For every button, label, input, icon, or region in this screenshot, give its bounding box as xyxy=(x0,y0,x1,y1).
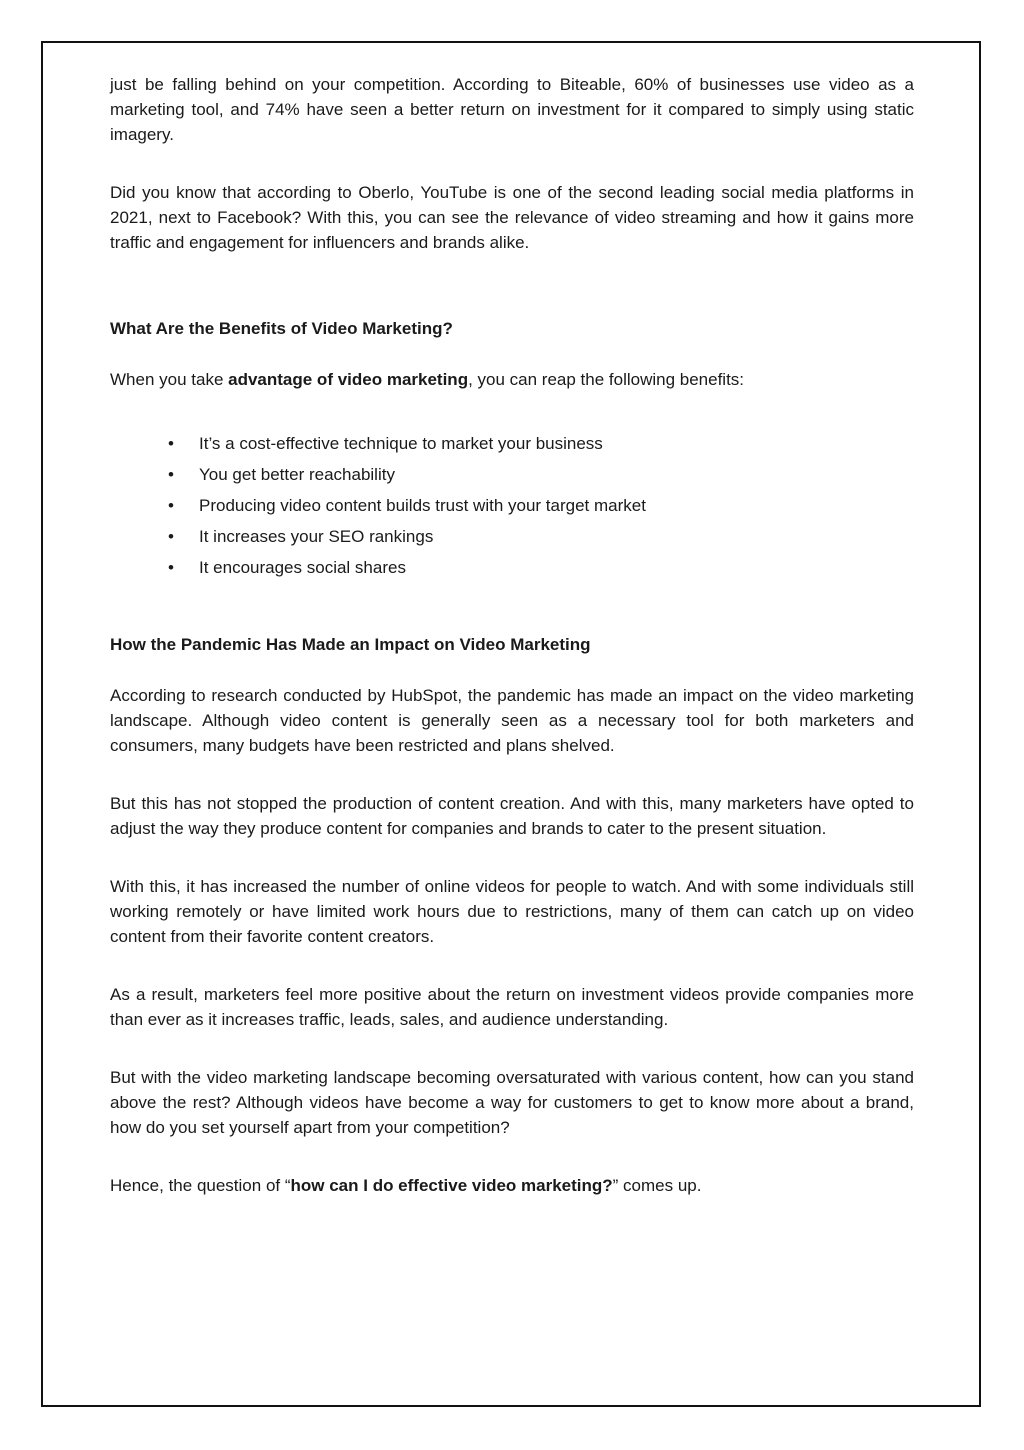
bullet-icon: • xyxy=(168,496,174,515)
benefits-list xyxy=(110,431,914,586)
document-body xyxy=(110,72,914,1198)
benefits-lead-text-start: When you take xyxy=(110,370,229,389)
pandemic-paragraph-2: But this has not stopped the production of content creation. And with this, many marketers have opted to adjust the way they produce content for companies and brands to cater to the present situation. xyxy=(110,794,914,838)
bullet-icon: • xyxy=(168,558,174,577)
benefits-lead-text-end: , you can reap the following benefits: xyxy=(468,370,745,389)
list-item xyxy=(168,431,914,462)
intro-paragraph-1: just be falling behind on your competition. According to Biteable, 60% of businesses use video as a marketing tool, and 74% have seen a better return on investment for it compared to simply using static imagery. xyxy=(110,75,914,144)
list-item-text: You get better reachability xyxy=(199,465,395,484)
list-item xyxy=(168,462,914,493)
list-item xyxy=(168,493,914,524)
intro-paragraph-2: Did you know that according to Oberlo, YouTube is one of the second leading social media platforms in 2021, next to Facebook? With this, you can see the relevance of video streaming and how it gains more traffic and engagement for influencers and brands alike. xyxy=(110,183,914,252)
closing-bold-question: how can I do effective video marketing? xyxy=(290,1176,613,1195)
closing-paragraph xyxy=(110,1173,914,1198)
closing-text-start: Hence, the question of “ xyxy=(110,1176,291,1195)
pandemic-paragraph-1: According to research conducted by HubSpot, the pandemic has made an impact on the video marketing landscape. Although video content is generally seen as a necessary tool for both marketers and consumers, many budgets have been restricted and plans shelved. xyxy=(110,686,914,755)
bullet-icon: • xyxy=(168,465,174,484)
benefits-lead-paragraph xyxy=(110,367,914,392)
bullet-icon: • xyxy=(168,527,174,546)
pandemic-heading: How the Pandemic Has Made an Impact on Video Marketing xyxy=(110,635,591,654)
bullet-icon: • xyxy=(168,434,174,453)
closing-text-end: ” comes up. xyxy=(612,1176,702,1195)
pandemic-paragraph-5: But with the video marketing landscape becoming oversaturated with various content, how can you stand above the rest? Although videos have become a way for customers to get to know more about a brand, how do you set yourself apart from your competition? xyxy=(110,1068,914,1137)
pandemic-paragraph-4: As a result, marketers feel more positive about the return on investment videos provide companies more than ever as it increases traffic, leads, sales, and audience understanding. xyxy=(110,985,914,1029)
list-item-text: It’s a cost-effective technique to market your business xyxy=(199,434,603,453)
benefits-lead-bold: advantage of video marketing xyxy=(228,370,469,389)
list-item xyxy=(168,524,914,555)
list-item-text: It encourages social shares xyxy=(199,558,406,577)
benefits-heading: What Are the Benefits of Video Marketing? xyxy=(110,319,453,338)
list-item-text: Producing video content builds trust with your target market xyxy=(199,496,646,515)
pandemic-paragraph-3: With this, it has increased the number of online videos for people to watch. And with some individuals still working remotely or have limited work hours due to restrictions, many of them can catch up on video content from their favorite content creators. xyxy=(110,877,914,946)
list-item xyxy=(168,555,914,586)
list-item-text: It increases your SEO rankings xyxy=(199,527,434,546)
